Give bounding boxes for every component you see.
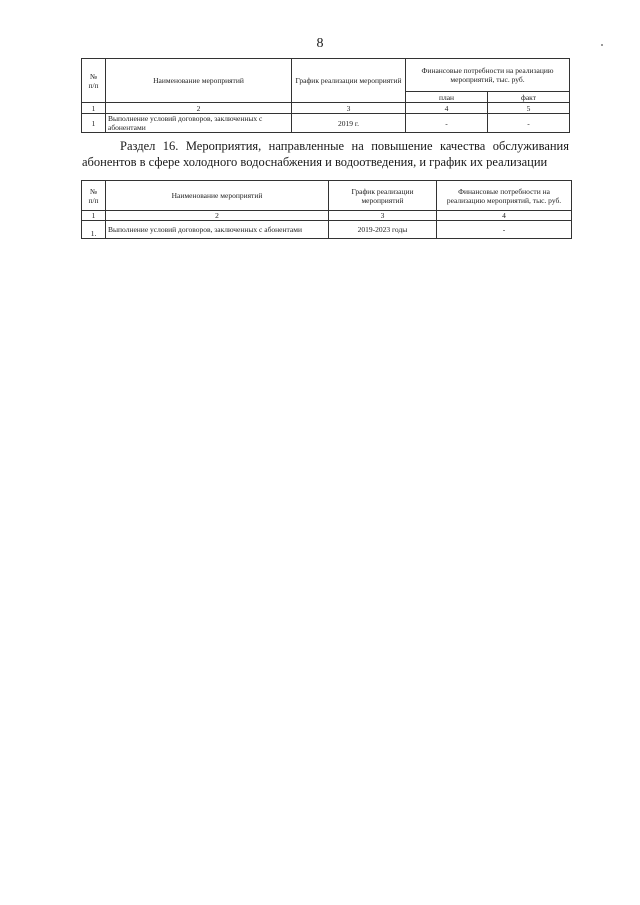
scan-artifact [601,44,603,46]
header-finance: Финансовые потребности на реализацию мероприятий, тыс. руб. [437,181,572,211]
header-name: Наименование мероприятий [106,181,329,211]
index-cell: 2 [106,103,292,114]
index-cell: 4 [406,103,488,114]
header-schedule: График реализации мероприятий [329,181,437,211]
row-schedule: 2019 г. [292,114,406,133]
index-cell: 3 [329,211,437,221]
header-fact: факт [488,92,570,103]
row-num: 1 [82,114,106,133]
row-name: Выполнение условий договоров, заключенных с абонентами [106,114,292,133]
table-index-row [82,211,572,221]
header-finance: Финансовые потребности на реализацию мероприятий, тыс. руб. [406,59,570,92]
row-plan: - [406,114,488,133]
header-num: № п/п [82,181,106,211]
table-row [82,114,570,133]
index-cell: 4 [437,211,572,221]
index-cell: 1 [82,211,106,221]
table-row [82,221,572,239]
header-schedule: График реализации мероприятий [292,59,406,103]
table-header-row [82,181,572,211]
row-schedule: 2019-2023 годы [329,221,437,239]
section-16-heading: Раздел 16. Мероприятия, направленные на повышение качества обслуживания абонентов в сфере холодного водоснабжения и водоотведения, и график их реализации [82,139,569,169]
page-number: 8 [316,36,324,51]
index-cell: 5 [488,103,570,114]
financing-table-1 [81,58,570,133]
index-cell: 1 [82,103,106,114]
row-name: Выполнение условий договоров, заключенных с абонентами [106,221,329,239]
index-cell: 2 [106,211,329,221]
index-cell: 3 [292,103,406,114]
table-index-row [82,103,570,114]
row-finance: - [437,221,572,239]
row-fact: - [488,114,570,133]
row-num: 1. [82,221,106,239]
financing-table-2 [81,180,572,239]
header-plan: план [406,92,488,103]
header-num: № п/п [82,59,106,103]
header-name: Наименование мероприятий [106,59,292,103]
table-header-row [82,59,570,92]
